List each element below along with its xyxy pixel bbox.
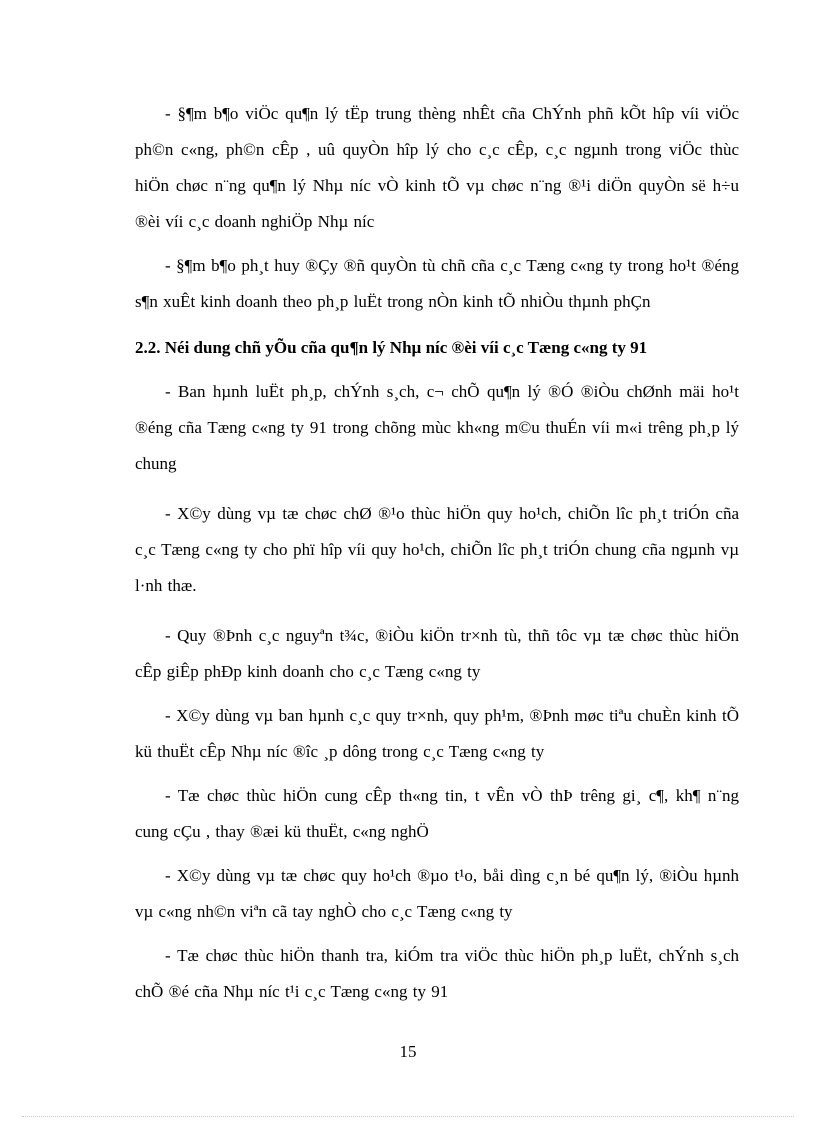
paragraph-business-licensing: - Quy ®Þnh c¸c nguyªn t¾c, ®iÒu kiÖn tr×nh tù, thñ tôc vµ tæ chøc thùc hiÖn cÊp giÊp phÐp kinh doanh cho c¸c Tæng c«ng ty <box>135 626 739 681</box>
paragraph-inspection: - Tæ chøc thùc hiÖn thanh tra, kiÓm tra viÖc thùc hiÖn ph¸p luËt, chÝnh s¸ch chÕ ®é cña Nhµ níc t¹i c¸c Tæng c«ng ty 91 <box>135 946 739 1001</box>
section-heading: 2.2. Néi dung chñ yÕu cña qu¶n lý Nhµ níc ®èi víi c¸c Tæng c«ng ty 91 <box>135 338 648 357</box>
paragraph-autonomy: - §¶m b¶o ph¸t huy ®Çy ®ñ quyÒn tù chñ cña c¸c Tæng c«ng ty trong ho¹t ®éng s¶n xuÊt kinh doanh theo ph¸p luËt trong nÒn kinh tÕ nhiÒu thµnh phÇn <box>135 256 739 311</box>
paragraph-planning-strategy: - X©y dùng vµ tæ chøc chØ ®¹o thùc hiÖn quy ho¹ch, chiÕn lîc ph¸t triÓn cña c¸c Tæng c«ng ty cho phï hîp víi quy ho¹ch, chiÕn lîc ph¸t triÓn chung cña ngµnh vµ l·nh thæ. <box>135 504 739 595</box>
paragraph-market-information: - Tæ chøc thùc hiÖn cung cÊp th«ng tin, t vÊn vÒ thÞ trêng gi¸ c¶, kh¶ n¨ng cung cÇu , thay ®æi kü thuËt, c«ng nghÖ <box>135 786 739 841</box>
paragraph-centralized-management: - §¶m b¶o viÖc qu¶n lý tËp trung thèng nhÊt cña ChÝnh phñ kÕt hîp víi viÖc ph©n c«ng, ph©n cÊp , uû quyÒn hîp lý cho c¸c cÊp, c¸c ngµnh trong viÖc thùc hiÖn chøc n¨ng qu¶n lý Nhµ níc vÒ kinh tÕ vµ chøc n¨ng ®¹i diÖn quyÒn së h÷u ®èi víi c¸c doanh nghiÖp Nhµ níc <box>135 104 739 231</box>
document-body <box>135 96 739 1010</box>
paragraph-technical-standards: - X©y dùng vµ ban hµnh c¸c quy tr×nh, quy ph¹m, ®Þnh møc tiªu chuÈn kinh tÕ kü thuËt cÊp Nhµ níc ®îc ¸p dông trong c¸c Tæng c«ng ty <box>135 706 739 761</box>
footer-divider <box>22 1116 794 1117</box>
page-number: 15 <box>399 1042 417 1061</box>
paragraph-training: - X©y dùng vµ tæ chøc quy ho¹ch ®µo t¹o, båi dìng c¸n bé qu¶n lý, ®iÒu hµnh vµ c«ng nh©n viªn cã tay nghÒ cho c¸c Tæng c«ng ty <box>135 866 739 921</box>
paragraph-legislation: - Ban hµnh luËt ph¸p, chÝnh s¸ch, c¬ chÕ qu¶n lý ®Ó ®iÒu chØnh mäi ho¹t ®éng cña Tæng c«ng ty 91 trong chõng mùc kh«ng m©u thuÉn víi m«i trêng ph¸p lý chung <box>135 382 739 473</box>
